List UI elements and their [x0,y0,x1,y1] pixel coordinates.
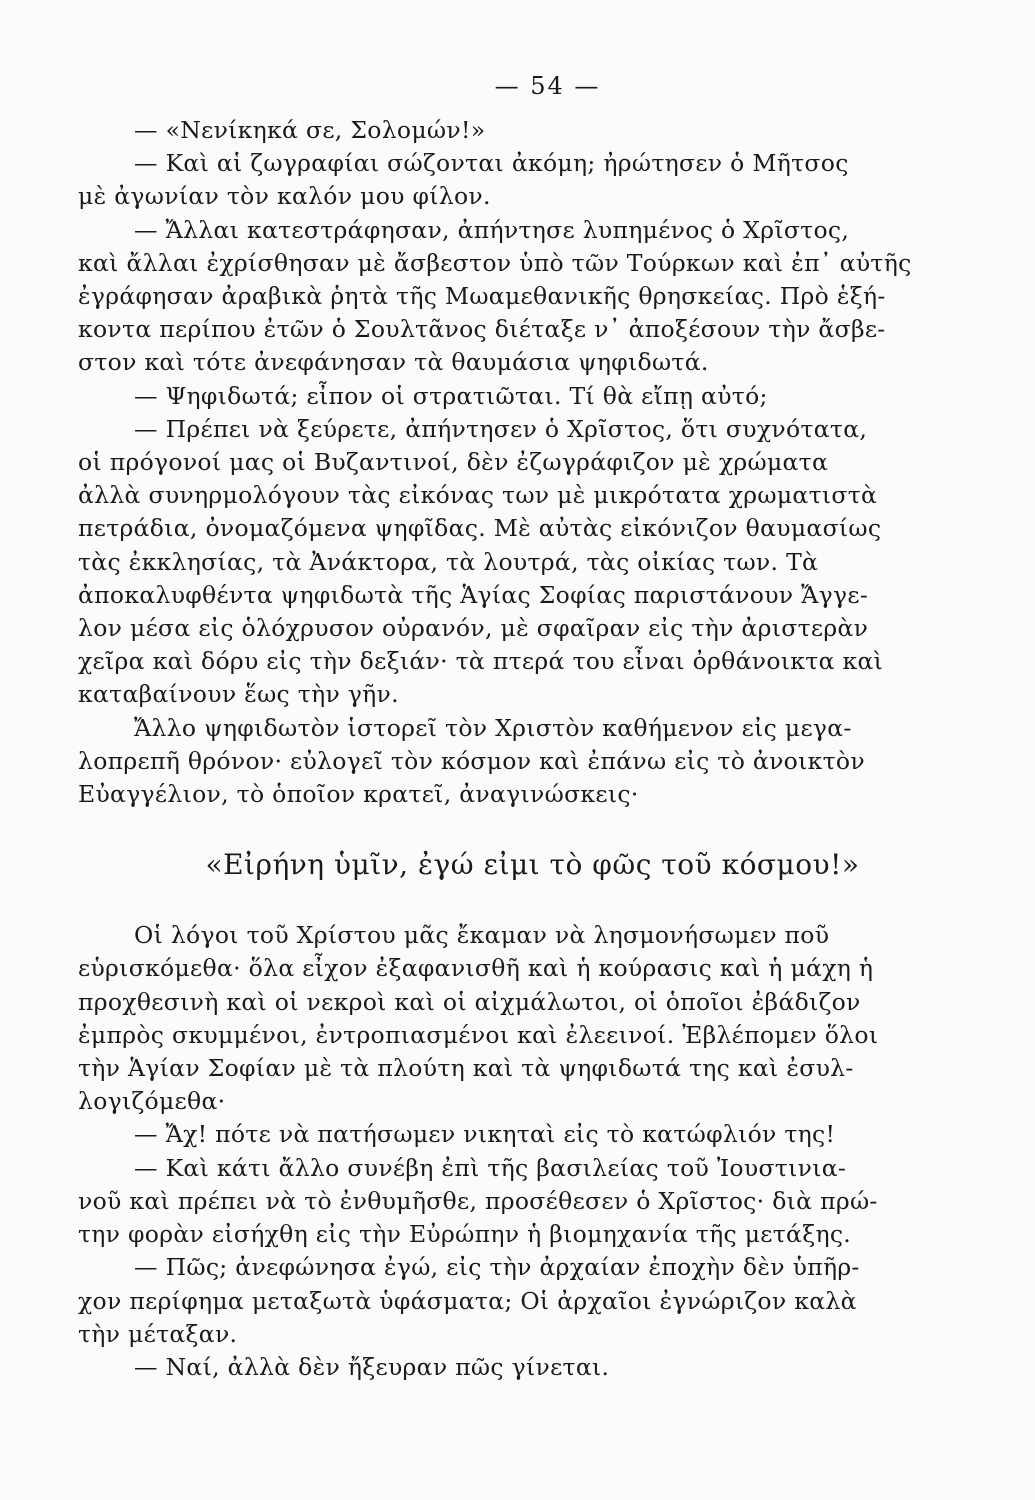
text-line: ἐγράφησαν ἀραβικὰ ῥητὰ τῆς Μωαμεθανικῆς θρησκείας. Πρὸ ἑξή- [78,282,886,311]
text-line: — Ἄλλαι κατεστράφησαν, ἀπήντησε λυπημένος ὁ Χρῖστος, [134,215,850,244]
text-block-dialogue [78,114,987,811]
text-line: εὑρισκόμεθα· ὅλα εἶχον ἐξαφανισθῆ καὶ ἡ κούρασις καὶ ἡ μάχη ἡ [78,954,874,983]
text-line: — Καὶ κάτι ἄλλο συνέβη ἐπὶ τῆς βασιλείας τοῦ Ἰουστινια- [134,1153,847,1182]
text-line: καταβαίνουν ἕως τὴν γῆν. [78,680,399,709]
text-line: χεῖρα καὶ δόρυ εἰς τὴν δεξιάν· τὰ πτερά του εἶναι ὀρθάνοικτα καὶ [78,647,884,676]
text-line: — Πῶς; ἀνεφώνησα ἐγώ, εἰς τὴν ἀρχαίαν ἐποχὴν δὲν ὑπῆρ- [134,1253,860,1282]
text-line: την φορὰν εἰσήχθη εἰς τὴν Εὐρώπην ἡ βιομηχανία τῆς μετάξης. [78,1220,852,1249]
text-line: — «Νενίκηκά σε, Σολομών!» [134,116,486,144]
text-line: τὴν Ἁγίαν Σοφίαν μὲ τὰ πλούτη καὶ τὰ ψηφιδωτά της καὶ ἐσυλ- [78,1054,854,1083]
text-line: ἀποκαλυφθέντα ψηφιδωτὰ τῆς Ἁγίας Σοφίας παριστάνουν Ἄγγε- [78,580,869,609]
text-line: λογιζόμεθα· [78,1087,226,1116]
text-line: ἀλλὰ συνηρμολόγουν τὰς εἰκόνας των μὲ μικρότατα χρωματιστὰ [78,481,878,510]
pull-quote: «Εἰρήνη ὑμῖν, ἐγώ εἰμι τὸ φῶς τοῦ κόσμου!» [205,848,860,882]
text-line: Ἄλλο ψηφιδωτὸν ἱστορεῖ τὸν Χριστὸν καθήμενον εἰς μεγα- [134,713,852,742]
text-line: στον καὶ τότε ἀνεφάνησαν τὰ θαυμάσια ψηφιδωτά. [78,348,709,377]
text-line: — Ναί, ἀλλὰ δὲν ἤξευραν πῶς γίνεται. [134,1352,610,1381]
text-line: νοῦ καὶ πρέπει νὰ τὸ ἐνθυμῆσθε, προσέθεσεν ὁ Χρῖστος· διὰ πρώ- [78,1186,878,1215]
text-line: καὶ ἄλλαι ἐχρίσθησαν μὲ ἄσβεστον ὑπὸ τῶν Τούρκων καὶ ἐπ᾽ αὐτῆς [78,248,912,277]
text-line: χον περίφημα μεταξωτὰ ὑφάσματα; Οἱ ἀρχαῖοι ἐγνώριζον καλὰ [78,1286,857,1315]
text-line: μὲ ἀγωνίαν τὸν καλόν μου φίλον. [78,182,491,211]
text-line: — Καὶ αἱ ζωγραφίαι σώζονται ἀκόμη; ἠρώτησεν ὁ Μῆτσος [134,149,849,178]
text-line: τὰς ἐκκλησίας, τὰ Ἀνάκτορα, τὰ λουτρά, τὰς οἰκίας των. Τὰ [78,547,819,576]
text-line: Οἱ λόγοι τοῦ Χρίστου μᾶς ἔκαμαν νὰ λησμονήσωμεν ποῦ [134,921,830,950]
text-line: — Ἄχ! πότε νὰ πατήσωμεν νικηταὶ εἰς τὸ κατώφλιόν της! [134,1120,836,1149]
text-line: λοπρεπῆ θρόνον· εὐλογεῖ τὸν κόσμον καὶ ἐπάνω εἰς τὸ ἀνοικτὸν [78,746,865,775]
text-line: πετράδια, ὀνομαζόμενα ψηφῖδας. Μὲ αὐτὰς εἰκόνιζον θαυμασίως [78,514,882,543]
text-line: λον μέσα εἰς ὁλόχρυσον οὐρανόν, μὲ σφαῖραν εἰς τὴν ἀριστερὰν [78,614,869,643]
page-number: — 54 — [494,72,601,100]
text-line: προχθεσινὴ καὶ οἱ νεκροὶ καὶ οἱ αἰχμάλωτοι, οἱ ὁποῖοι ἐβάδιζον [78,987,861,1016]
text-line: Εὐαγγέλιον, τὸ ὁποῖον κρατεῖ, ἀναγινώσκεις· [78,780,639,809]
text-line: οἱ πρόγονοί μας οἱ Βυζαντινοί, δὲν ἐζωγράφιζον μὲ χρώματα [78,448,829,477]
text-block-narration [78,919,987,1384]
text-line: κοντα περίπου ἐτῶν ὁ Σουλτᾶνος διέταξε ν᾽ ἀποξέσουν τὴν ἄσβε- [78,315,886,344]
text-line: τὴν μέταξαν. [78,1319,238,1348]
text-line: ἐμπρὸς σκυμμένοι, ἐντροπιασμένοι καὶ ἐλεεινοί. Ἐβλέπομεν ὅλοι [78,1020,879,1049]
text-line: — Πρέπει νὰ ξεύρετε, ἀπήντησεν ὁ Χρῖστος, ὅτι συχνότατα, [134,414,868,443]
text-line: — Ψηφιδωτά; εἶπον οἱ στρατιῶται. Τί θὰ εἴπῃ αὐτό; [134,381,768,410]
